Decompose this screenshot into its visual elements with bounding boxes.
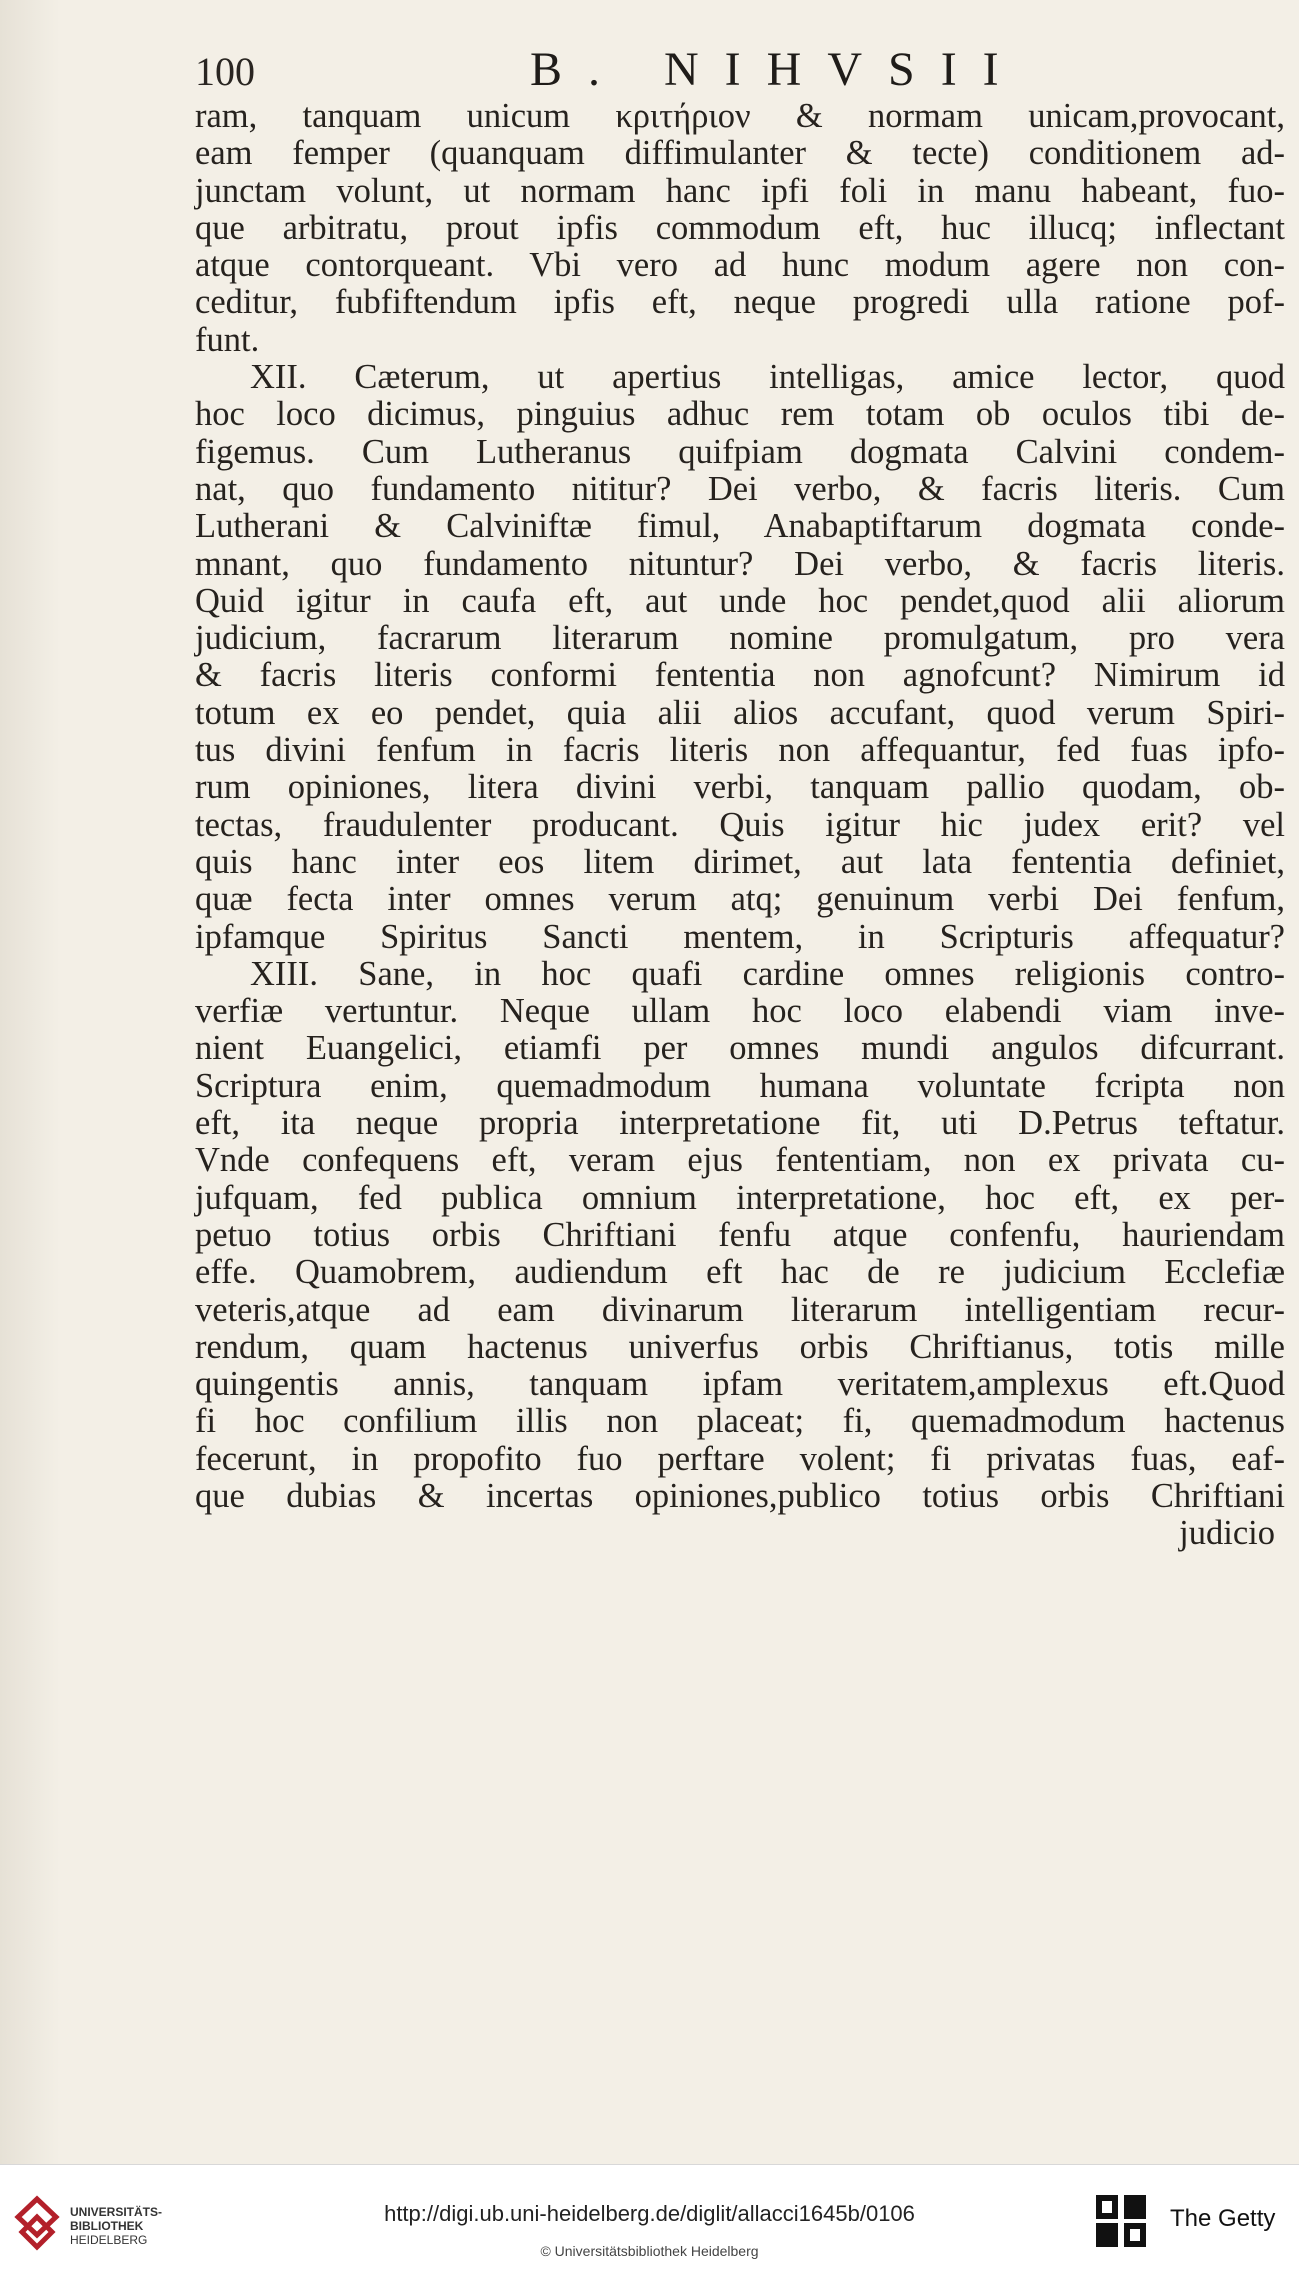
text-line: funt. (195, 320, 260, 359)
text-line: veteris,atque ad eam divinarum literarum intelligentiam recur- (195, 1290, 1285, 1329)
library-name-line3: HEIDELBERG (70, 2233, 148, 2247)
text-line: & facris literis conformi fententia non agnofcunt? Nimirum id (195, 656, 1285, 695)
body-text (195, 98, 1285, 1553)
text-line: tus divini fenfum in facris literis non affequantur, fed fuas ipfo- (195, 731, 1285, 770)
text-line: judicium, facrarum literarum nomine promulgatum, pro vera (195, 619, 1285, 658)
text-line: rendum, quam hactenus univerfus orbis Chriftianus, totis mille (195, 1327, 1285, 1366)
library-name-line1: UNIVERSITÄTS- (70, 2205, 163, 2219)
running-head-title: B. NIHVSII (530, 43, 1025, 96)
page-number: 100 (195, 49, 255, 94)
text-line: figemus. Cum Lutheranus quifpiam dogmata Calvini condem- (195, 432, 1285, 471)
text-line: atque contorqueant. Vbi vero ad hunc modum agere non con- (195, 246, 1285, 285)
text-line: petuo totius orbis Chriftiani fenfu atque confenfu, hauriendam (195, 1215, 1285, 1254)
text-line: quingentis annis, tanquam ipfam veritatem,amplexus eft.Quod (195, 1365, 1285, 1404)
permalink-url[interactable]: http://digi.ub.uni-heidelberg.de/diglit/allacci1645b/0106 (384, 2201, 915, 2226)
text-line: eft, ita neque propria interpretatione fit, uti D.Petrus teftatur. (195, 1104, 1285, 1143)
text-line: fecerunt, in propofito fuo perftare volent; fi privatas fuas, eaf- (195, 1439, 1285, 1478)
catchword: judicio (1179, 1514, 1275, 1553)
text-line: ram, tanquam unicum κριτήριον & normam unicam,provocant, (195, 97, 1285, 135)
text-line: nient Euangelici, etiamfi per omnes mundi angulos difcurrant. (195, 1029, 1285, 1068)
text-line: Scriptura enim, quemadmodum humana voluntate fcripta non (195, 1066, 1285, 1105)
text-line: effe. Quamobrem, audiendum eft hac de re judicium Ecclefiæ (195, 1253, 1285, 1292)
page-gutter-shadow (0, 0, 60, 2164)
text-line-paragraph-xiii: XIII. Sane, in hoc quafi cardine omnes religionis contro- (250, 954, 1285, 993)
text-line: mnant, quo fundamento nituntur? Dei verbo, & facris literis. (195, 544, 1285, 583)
text-line: tectas, fraudulenter producant. Quis igitur hic judex erit? vel (195, 805, 1285, 844)
library-name-line2: BIBLIOTHEK (70, 2219, 144, 2233)
text-line: fi hoc confilium illis non placeat; fi, quemadmodum hactenus (195, 1402, 1285, 1441)
text-line: ipfamque Spiritus Sancti mentem, in Scripturis affequatur? (195, 917, 1285, 956)
text-line: que dubias & incertas opiniones,publico totius orbis Chriftiani (195, 1476, 1285, 1515)
text-line: quæ fecta inter omnes verum atq; genuinum verbi Dei fenfum, (195, 880, 1285, 919)
text-line: hoc loco dicimus, pinguius adhuc rem totam ob oculos tibi de- (195, 395, 1285, 434)
text-line: quis hanc inter eos litem dirimet, aut lata fententia definiet, (195, 842, 1285, 881)
text-line: Vnde confequens eft, veram ejus fententiam, non ex privata cu- (195, 1141, 1285, 1180)
text-line: verfiæ vertuntur. Neque ullam hoc loco elabendi viam inve- (195, 992, 1285, 1031)
text-line: eam femper (quanquam diffimulanter & tecte) conditionem ad- (195, 134, 1285, 173)
getty-logo-icon[interactable] (1094, 2193, 1148, 2249)
text-line-paragraph-xii: XII. Cæterum, ut apertius intelligas, amice lector, quod (250, 358, 1285, 397)
text-line: que arbitratu, prout ipfis commodum eft, huc illucq; inflectant (195, 208, 1285, 247)
text-line: Quid igitur in caufa eft, aut unde hoc pendet,quod alii aliorum (195, 581, 1285, 620)
copyright-notice: © Universitätsbibliothek Heidelberg (540, 2243, 759, 2259)
text-line: rum opiniones, litera divini verbi, tanquam pallio quodam, ob- (195, 768, 1285, 807)
text-line: nat, quo fundamento nititur? Dei verbo, & facris literis. Cum (195, 469, 1285, 508)
text-line: totum ex eo pendet, quia alii alios accufant, quod verum Spiri- (195, 693, 1285, 732)
text-line: jufquam, fed publica omnium interpretatione, hoc eft, ex per- (195, 1178, 1285, 1217)
text-line: Lutherani & Calviniftæ fimul, Anabaptiftarum dogmata conde- (195, 507, 1285, 546)
text-line: ceditur, fubfiftendum ipfis eft, neque progredi ulla ratione pof- (195, 283, 1285, 322)
running-head (195, 42, 1295, 102)
text-line: junctam volunt, ut normam hanc ipfi foli in manu habeant, fuo- (195, 171, 1285, 210)
viewer-footer (0, 2164, 1299, 2273)
getty-partner-label[interactable]: The Getty (1170, 2205, 1276, 2232)
